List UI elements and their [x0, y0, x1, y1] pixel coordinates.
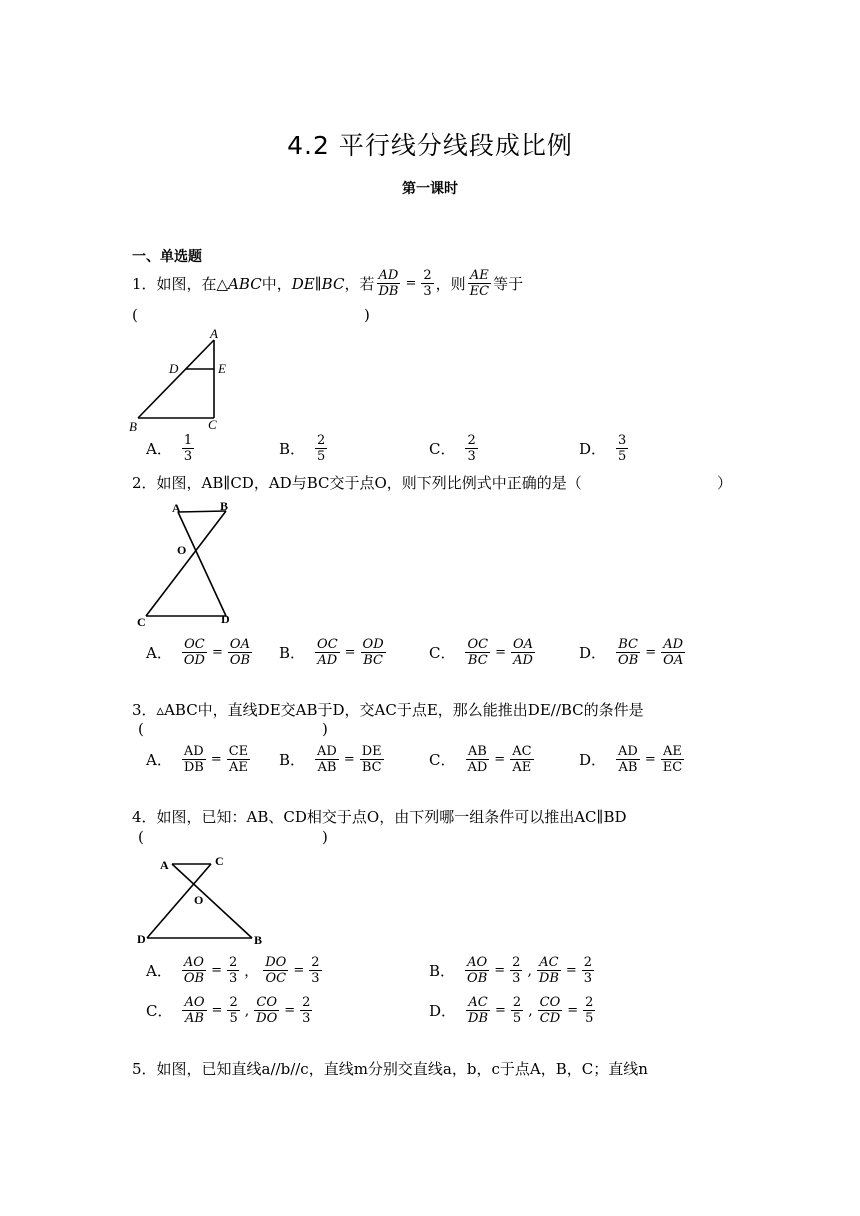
- q1-text-mid1: 中，: [261, 275, 292, 293]
- q4-label-o: O: [194, 893, 204, 907]
- q3-option-a[interactable]: A． $\frac{AD}{DB}$ = $\frac{CE}{AE}$: [146, 744, 249, 775]
- question-3-stem: 3．▵ABC中，直线DE交AB于D，交AC于点E，那么能推出DE//BC的条件是: [132, 701, 644, 719]
- q1-equals: =: [405, 276, 417, 291]
- question-5-stem: 5．如图，已知直线a//b//c，直线m分别交直线a，b，c于点A，B，C；直线n: [132, 1060, 648, 1078]
- q2-label-a: A: [172, 501, 181, 515]
- q1-fraction-ae-ec: $\frac{AE}{EC}$: [469, 268, 490, 299]
- q1-segment-de: DE: [291, 274, 315, 293]
- q1-label-d: D: [169, 361, 179, 376]
- q3-option-b[interactable]: B． $\frac{AD}{AB}$ = $\frac{DE}{BC}$: [279, 744, 382, 775]
- q4-label-d: D: [137, 932, 146, 946]
- q4-label-a: A: [160, 858, 169, 872]
- q1-option-b[interactable]: B． $\frac{2}{5}$: [279, 433, 326, 464]
- question-1-stem: [132, 268, 523, 299]
- q1-fraction-ad-db: $\frac{AD}{DB}$: [378, 268, 399, 299]
- q1-option-d[interactable]: D． $\frac{3}{5}$: [579, 433, 627, 464]
- page-subtitle: 第一课时: [402, 181, 458, 197]
- q2-figure: [130, 496, 250, 631]
- q3-answer-paren-open: (: [138, 720, 144, 738]
- q1-option-c[interactable]: C． $\frac{2}{3}$: [429, 433, 476, 464]
- q1-segment-bc: BC: [321, 274, 345, 293]
- q2-option-b[interactable]: B． $\frac{OC}{AD}$ = $\frac{OD}{BC}$: [279, 637, 384, 668]
- q1-answer-paren-open: (: [132, 306, 138, 324]
- q1-option-a[interactable]: A． $\frac{1}{3}$: [146, 433, 193, 464]
- question-2-stem: 2．如图，AB∥CD，AD与BC交于点O，则下列比例式中正确的是（: [132, 474, 582, 492]
- q4-option-a[interactable]: A． $\frac{AO}{OB}$ = $\frac{2}{3}$ ， $\frac{DO}{OC}$ = $\frac{2}{3}$: [146, 955, 320, 986]
- question-4-stem: 4．如图，已知：AB、CD相交于点O，由下列哪一组条件可以推出AC∥BD: [132, 808, 627, 826]
- q2-label-d: D: [221, 612, 230, 626]
- page-title: 4.2 平行线分线段成比例: [287, 131, 573, 160]
- q3-option-c[interactable]: C． $\frac{AB}{AD}$ = $\frac{AC}{AE}$: [429, 744, 532, 775]
- q1-triangle-figure: [125, 325, 245, 435]
- q2-label-b: B: [220, 499, 229, 513]
- q1-fraction-2-3: $\frac{2}{3}$: [423, 268, 432, 299]
- q3-option-d[interactable]: D． $\frac{AD}{AB}$ = $\frac{AE}{EC}$: [579, 744, 683, 775]
- q4-option-b[interactable]: B． $\frac{AO}{OB}$ = $\frac{2}{3}$ , $\frac{AC}{DB}$ = $\frac{2}{3}$: [429, 955, 593, 986]
- q1-text-post: 等于: [493, 275, 524, 293]
- q1-parallel-symbol: ∥: [314, 274, 322, 293]
- q1-label-c: C: [208, 417, 217, 432]
- q1-triangle-name: ABC: [228, 274, 262, 293]
- q2-option-c[interactable]: C． $\frac{OC}{BC}$ = $\frac{OA}{AD}$: [429, 637, 534, 668]
- q2-label-c: C: [137, 615, 146, 629]
- q1-answer-paren-close: ): [364, 306, 370, 324]
- q1-text-mid3: ，则: [435, 275, 466, 293]
- q1-text-mid2: ，若: [344, 275, 375, 293]
- q1-text-pre: 1．如图，在△: [132, 275, 229, 293]
- q4-label-b: B: [254, 933, 263, 947]
- q2-label-o: O: [177, 543, 187, 557]
- q2-option-d[interactable]: D． $\frac{BC}{OB}$ = $\frac{AD}{OA}$: [579, 637, 684, 668]
- q2-option-a[interactable]: A． $\frac{OC}{OD}$ = $\frac{OA}{OB}$: [146, 637, 251, 668]
- q4-option-d[interactable]: D． $\frac{AC}{DB}$ = $\frac{2}{5}$ , $\frac{CO}{CD}$ = $\frac{2}{5}$: [429, 995, 594, 1026]
- q1-label-b: B: [129, 419, 137, 434]
- q4-answer-paren-open: (: [138, 828, 144, 846]
- q3-answer-paren-close: ): [322, 720, 328, 738]
- q1-label-a: A: [210, 326, 218, 341]
- section-heading: 一、单选题: [132, 249, 202, 265]
- q4-answer-paren-close: ): [322, 828, 328, 846]
- q4-figure: [130, 850, 275, 950]
- q1-label-e: E: [218, 361, 226, 376]
- q4-label-c: C: [215, 854, 224, 868]
- q2-answer-paren-close: ）: [717, 474, 733, 492]
- q4-option-c[interactable]: C． $\frac{AO}{AB}$ = $\frac{2}{5}$ , $\frac{CO}{DO}$ = $\frac{2}{3}$: [146, 995, 311, 1026]
